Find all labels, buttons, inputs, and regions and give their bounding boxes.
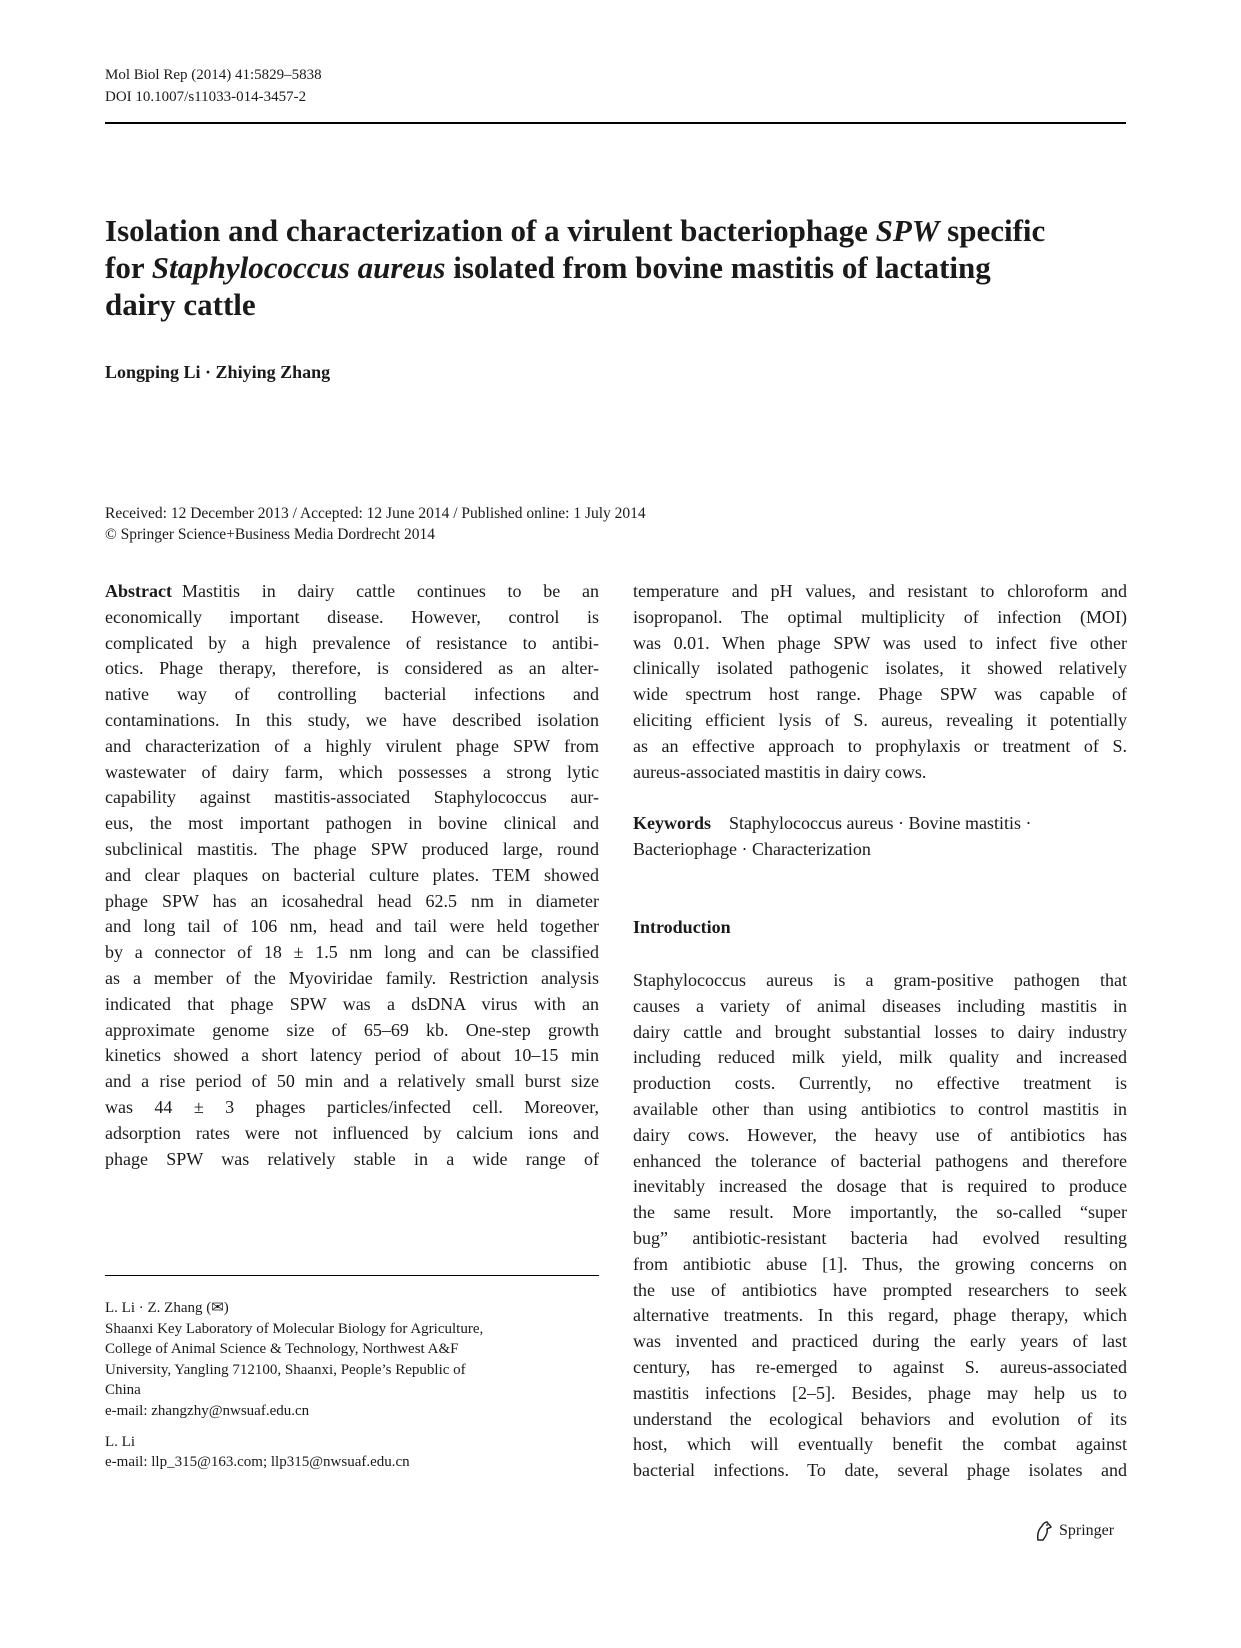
introduction-body	[633, 968, 1127, 1484]
intro-line: from antibiotic abuse [1]. Thus, the growing concerns on	[633, 1253, 1127, 1274]
intro-line: production costs. Currently, no effective treatment is	[633, 1073, 1127, 1094]
email-link[interactable]: e-mail: zhangzhy@nwsuaf.edu.cn	[105, 1402, 310, 1419]
intro-line: was invented and practiced during the early years of last	[633, 1331, 1127, 1352]
keywords-line	[633, 811, 1127, 837]
affiliation-line: China	[105, 1382, 141, 1399]
abstract-line: was 44 ± 3 phages particles/infected cell. Moreover,	[105, 1096, 599, 1117]
abstract-line: otics. Phage therapy, therefore, is considered as an alter-	[105, 658, 599, 679]
springer-horse-icon	[1034, 1520, 1054, 1542]
affiliation-line: College of Animal Science & Technology, Northwest A&F	[105, 1341, 459, 1358]
abstract	[105, 579, 599, 1172]
abstract-line: eus, the most important pathogen in bovine clinical and	[105, 813, 599, 834]
abstract-line: capability against mastitis-associated Staphylococcus aur-	[105, 787, 599, 808]
intro-line: including reduced milk yield, milk quality and increased	[633, 1047, 1127, 1068]
abstract-line: phage SPW has an icosahedral head 62.5 nm in diameter	[105, 890, 599, 911]
abstract-line: and characterization of a highly virulent phage SPW from	[105, 735, 599, 756]
title-text: Isolation and characterization of a virulent bacteriophage	[105, 213, 876, 248]
abstract-line: contaminations. In this study, we have described isolation	[105, 709, 599, 730]
intro-line: Staphylococcus aureus is a gram-positive pathogen that	[633, 970, 1127, 990]
abstract-line: approximate genome size of 65–69 kb. One-step growth	[105, 1019, 599, 1040]
affiliation-line: Shaanxi Key Laboratory of Molecular Biology for Agriculture,	[105, 1320, 484, 1337]
keywords-text: Staphylococcus aureus · Bovine mastitis ·	[729, 813, 1032, 834]
article-history	[105, 503, 646, 545]
abstract-line: as an effective approach to prophylaxis or treatment of S.	[633, 735, 1127, 756]
copyright-line: © Springer Science+Business Media Dordrecht 2014	[105, 526, 436, 543]
abstract-line: complicated by a high prevalence of resistance to antibi-	[105, 632, 599, 653]
spacer	[105, 1422, 599, 1432]
abstract-line: phage SPW was relatively stable in a wide range of	[105, 1148, 599, 1169]
section-heading-introduction: Introduction	[633, 917, 731, 937]
left-column	[105, 579, 599, 1172]
right-column	[633, 579, 1127, 863]
doi: DOI 10.1007/s11033-014-3457-2	[105, 89, 307, 105]
dates-line: Received: 12 December 2013 / Accepted: 12 June 2014 / Published online: 1 July 2014	[105, 505, 646, 522]
title-text: specific for	[105, 213, 1046, 285]
author-footnote	[105, 1298, 599, 1473]
affiliation-line: University, Yangling 712100, Shaanxi, People’s Republic of	[105, 1361, 466, 1378]
abstract-line: clinically isolated pathogenic isolates, it showed relatively	[633, 658, 1127, 679]
keywords-line: Bacteriophage · Characterization	[633, 839, 871, 860]
keywords-label: Keywords	[633, 813, 711, 834]
intro-line: mastitis infections [2–5]. Besides, phage may help us to	[633, 1382, 1127, 1403]
intro-line: host, which will eventually benefit the combat against	[633, 1434, 1127, 1455]
abstract-line: kinetics showed a short latency period of about 10–15 min	[105, 1045, 599, 1066]
intro-line: enhanced the tolerance of bacterial pathogens and therefore	[633, 1150, 1127, 1171]
intro-line: the use of antibiotics have prompted researchers to seek	[633, 1279, 1127, 1300]
article-title	[105, 212, 1065, 323]
abstract-line: native way of controlling bacterial infections and	[105, 684, 599, 705]
header-rule	[105, 122, 1126, 124]
intro-line: dairy cattle and brought substantial losses to dairy industry	[633, 1021, 1127, 1042]
intro-line: dairy cows. However, the heavy use of antibiotics has	[633, 1124, 1127, 1145]
intro-line: bacterial infections. To date, several phage isolates and	[633, 1460, 1127, 1481]
email-link[interactable]: e-mail: llp_315@163.com; llp315@nwsuaf.edu.cn	[105, 1454, 410, 1471]
title-italic-spw: SPW	[875, 213, 940, 248]
abstract-line: eliciting efficient lysis of S. aureus, revealing it potentially	[633, 709, 1127, 730]
intro-line: the same result. More importantly, the so-called “super	[633, 1202, 1127, 1223]
abstract-line: economically important disease. However, control is	[105, 606, 599, 627]
abstract-line: aureus-associated mastitis in dairy cows.	[633, 761, 927, 782]
footnote-rule	[105, 1275, 599, 1276]
intro-line: alternative treatments. In this regard, phage therapy, which	[633, 1305, 1127, 1326]
authors: Longping Li · Zhiying Zhang	[105, 362, 331, 382]
abstract-label: Abstract	[105, 581, 172, 601]
footnote-authors: L. Li · Z. Zhang (✉)	[105, 1300, 229, 1316]
abstract-line: and long tail of 106 nm, head and tail were held together	[105, 916, 599, 937]
abstract-line: as a member of the Myoviridae family. Restriction analysis	[105, 967, 599, 988]
intro-line: inevitably increased the dosage that is required to produce	[633, 1176, 1127, 1197]
abstract-line: subclinical mastitis. The phage SPW produced large, round	[105, 838, 599, 859]
journal-header	[105, 64, 322, 108]
publisher-name: Springer	[1059, 1522, 1115, 1539]
abstract-line: indicated that phage SPW was a dsDNA virus with an	[105, 993, 599, 1014]
abstract-line: adsorption rates were not influenced by calcium ions and	[105, 1122, 599, 1143]
intro-line: understand the ecological behaviors and evolution of its	[633, 1408, 1127, 1429]
abstract-line: temperature and pH values, and resistant to chloroform and	[633, 581, 1127, 601]
intro-line: century, has re-emerged to against S. aureus-associated	[633, 1356, 1127, 1377]
footnote-author2: L. Li	[105, 1433, 135, 1450]
abstract-line: Abstract Mastitis in dairy cattle continues to be an	[105, 581, 599, 601]
keywords	[633, 811, 1127, 863]
title-text: isolated from bovine mastitis of lactating dairy cattle	[105, 250, 991, 322]
title-italic-species: Staphylococcus aureus	[151, 250, 446, 285]
publisher-logo	[1034, 1520, 1114, 1542]
intro-line: bug” antibiotic-resistant bacteria had evolved resulting	[633, 1227, 1127, 1248]
intro-line: causes a variety of animal diseases including mastitis in	[633, 995, 1127, 1016]
abstract-line: was 0.01. When phage SPW was used to infect five other	[633, 632, 1127, 653]
abstract-line: by a connector of 18 ± 1.5 nm long and can be classified	[105, 942, 599, 963]
intro-line: available other than using antibiotics to control mastitis in	[633, 1098, 1127, 1119]
abstract-line: isopropanol. The optimal multiplicity of infection (MOI)	[633, 606, 1127, 627]
abstract-line: and a rise period of 50 min and a relatively small burst size	[105, 1071, 599, 1092]
abstract-continued	[633, 579, 1127, 785]
abstract-line: and clear plaques on bacterial culture plates. TEM showed	[105, 864, 599, 885]
abstract-line: wide spectrum host range. Phage SPW was capable of	[633, 684, 1127, 705]
abstract-line: wastewater of dairy farm, which possesses a strong lytic	[105, 761, 599, 782]
journal-citation: Mol Biol Rep (2014) 41:5829–5838	[105, 67, 322, 83]
